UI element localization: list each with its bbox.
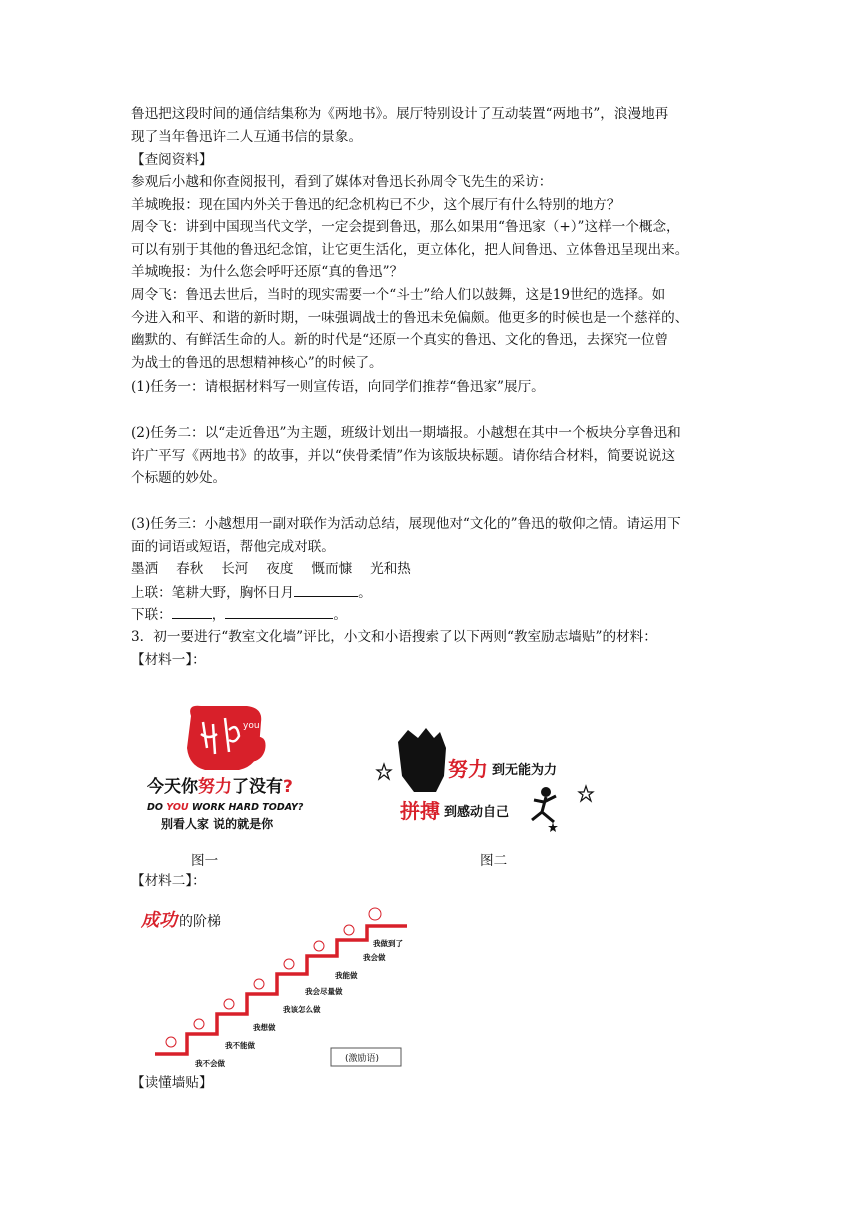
figure-3-success-ladder [137, 896, 419, 1068]
para-2: 参观后小越和你查阅报刊，看到了媒体对鲁迅长孙周令飞先生的采访： [131, 174, 553, 190]
para-4-line-1: 周令飞：讲到中国现当代文学，一定会提到鲁迅，那么如果用“鲁迅家（+）”这样一个概念， [131, 219, 680, 235]
step-label: 我该怎么做 [283, 1005, 321, 1014]
para-4-line-2: 可以有别于其他的鲁迅纪念馆，让它更生活化，更立体化，把人间鲁迅、立体鲁迅呈现出来。 [131, 242, 689, 258]
task-2-line-1: (2)任务二：以“走近鲁迅”为主题，班级计划出一期墙报。小越想在其中一个板块分享鲁迅和 [131, 425, 681, 441]
step-label: 我做到了 [373, 939, 403, 948]
para-3: 羊城晚报：现在国内外关于鲁迅的纪念机构已不少，这个展厅有什么特别的地方？ [131, 197, 621, 213]
para-6-line-3: 幽默的、有鲜活生命的人。新的时代是“还原一个真实的鲁迅、文化的鲁迅，去探究一位曾 [131, 332, 669, 348]
couplet-upper-end: 。 [358, 585, 372, 601]
figure-2-caption: 图二 [480, 853, 508, 869]
task-1: (1)任务一：请根据材料写一则宣传语，向同学们推荐“鲁迅家”展厅。 [131, 379, 545, 395]
task-3-line-1: (3)任务三：小越想用一副对联作为活动总结，展现他对“文化的”鲁迅的敬仰之情。请运用下 [131, 516, 681, 532]
step-label: 我不能做 [225, 1041, 255, 1050]
svg-text:到感动自己: 到感动自己 [444, 805, 510, 820]
raised-fist-icon [370, 718, 598, 836]
figure-2-poster [370, 718, 598, 836]
couplet-lower-end: 。 [333, 607, 347, 623]
hand-text: you [243, 721, 260, 731]
para-1-line-1: 鲁迅把这段时间的通信结集称为《两地书》。展厅特别设计了互动装置“两地书”，浪漫地再 [131, 106, 669, 122]
couplet-lower-comma: ， [211, 607, 226, 623]
motto-button-label: (激励语) [345, 1054, 380, 1064]
svg-text:DO YOU WORK HARD TODAY?: DO YOU WORK HARD TODAY? [147, 802, 304, 813]
heading-material-1: 【材料一】： [131, 652, 206, 668]
svg-text:努力: 努力 [448, 757, 488, 781]
heading-read-posters: 【读懂墙贴】 [131, 1075, 213, 1091]
task-2-line-3: 个标题的妙处。 [131, 470, 227, 486]
staircase-line [155, 926, 407, 1054]
couplet-lower [131, 604, 347, 625]
step-label: 我会尽量做 [305, 987, 343, 996]
task-2-line-2: 许广平写《两地书》的故事，并以“侠骨柔情”作为该版块标题。请你结合材料，简要说说这 [131, 448, 676, 464]
heading-material-2: 【材料二】： [131, 873, 206, 889]
blank-lower-2[interactable] [225, 604, 333, 619]
para-5: 羊城晚报：为什么您会呼吁还原“真的鲁迅”？ [131, 264, 404, 280]
blank-upper[interactable] [294, 582, 358, 597]
couplet-lower-text: 下联： [131, 607, 172, 623]
para-6-line-2: 今进入和平、和谐的新时期，一味强调战士的鲁迅未免偏颇。他更多的时候也是一个慈祥的、 [131, 310, 689, 326]
figure-1-caption: 图一 [191, 853, 219, 869]
step-label: 我能做 [335, 971, 358, 980]
svg-text:拼搏: 拼搏 [400, 799, 440, 823]
couplet-upper [131, 582, 372, 603]
svg-text:今天你努力了没有?: 今天你努力了没有? [147, 777, 293, 797]
fist-pointing-icon [143, 700, 338, 835]
ladder-title: 的阶梯 [179, 914, 221, 930]
figure-1-slogan: 别看人家 说的就是你 [161, 817, 274, 831]
ladder-title-red: 成功 [141, 910, 177, 931]
step-label: 我会做 [363, 953, 386, 962]
step-label: 我不会做 [195, 1059, 225, 1068]
task-3-line-2: 面的词语或短语，帮他完成对联。 [131, 539, 335, 555]
figure-1-poster [143, 700, 338, 835]
step-label: 我想做 [253, 1023, 276, 1032]
svg-text:到无能为力: 到无能为力 [492, 763, 558, 778]
couplet-upper-text: 上联：笔耕大野，胸怀日月 [131, 585, 295, 601]
blank-lower-1[interactable] [172, 604, 212, 619]
heading-check-materials: 【查阅资料】 [131, 152, 213, 168]
para-6-line-4: 为战士的鲁迅的思想精神核心”的时候了。 [131, 355, 383, 371]
staircase-illustration [137, 896, 419, 1068]
para-6-line-1: 周令飞：鲁迅去世后，当时的现实需要一个“斗士”给人们以鼓舞，这是19世纪的选择。如 [131, 287, 666, 303]
question-3: 3．初一要进行“教室文化墙”评比，小文和小语搜索了以下两则“教室励志墙贴”的材料： [131, 629, 657, 645]
para-1-line-2: 现了当年鲁迅许二人互通书信的景象。 [131, 129, 363, 145]
word-bank: 墨洒 春秋 长河 夜度 慨而慷 光和热 [131, 561, 411, 577]
